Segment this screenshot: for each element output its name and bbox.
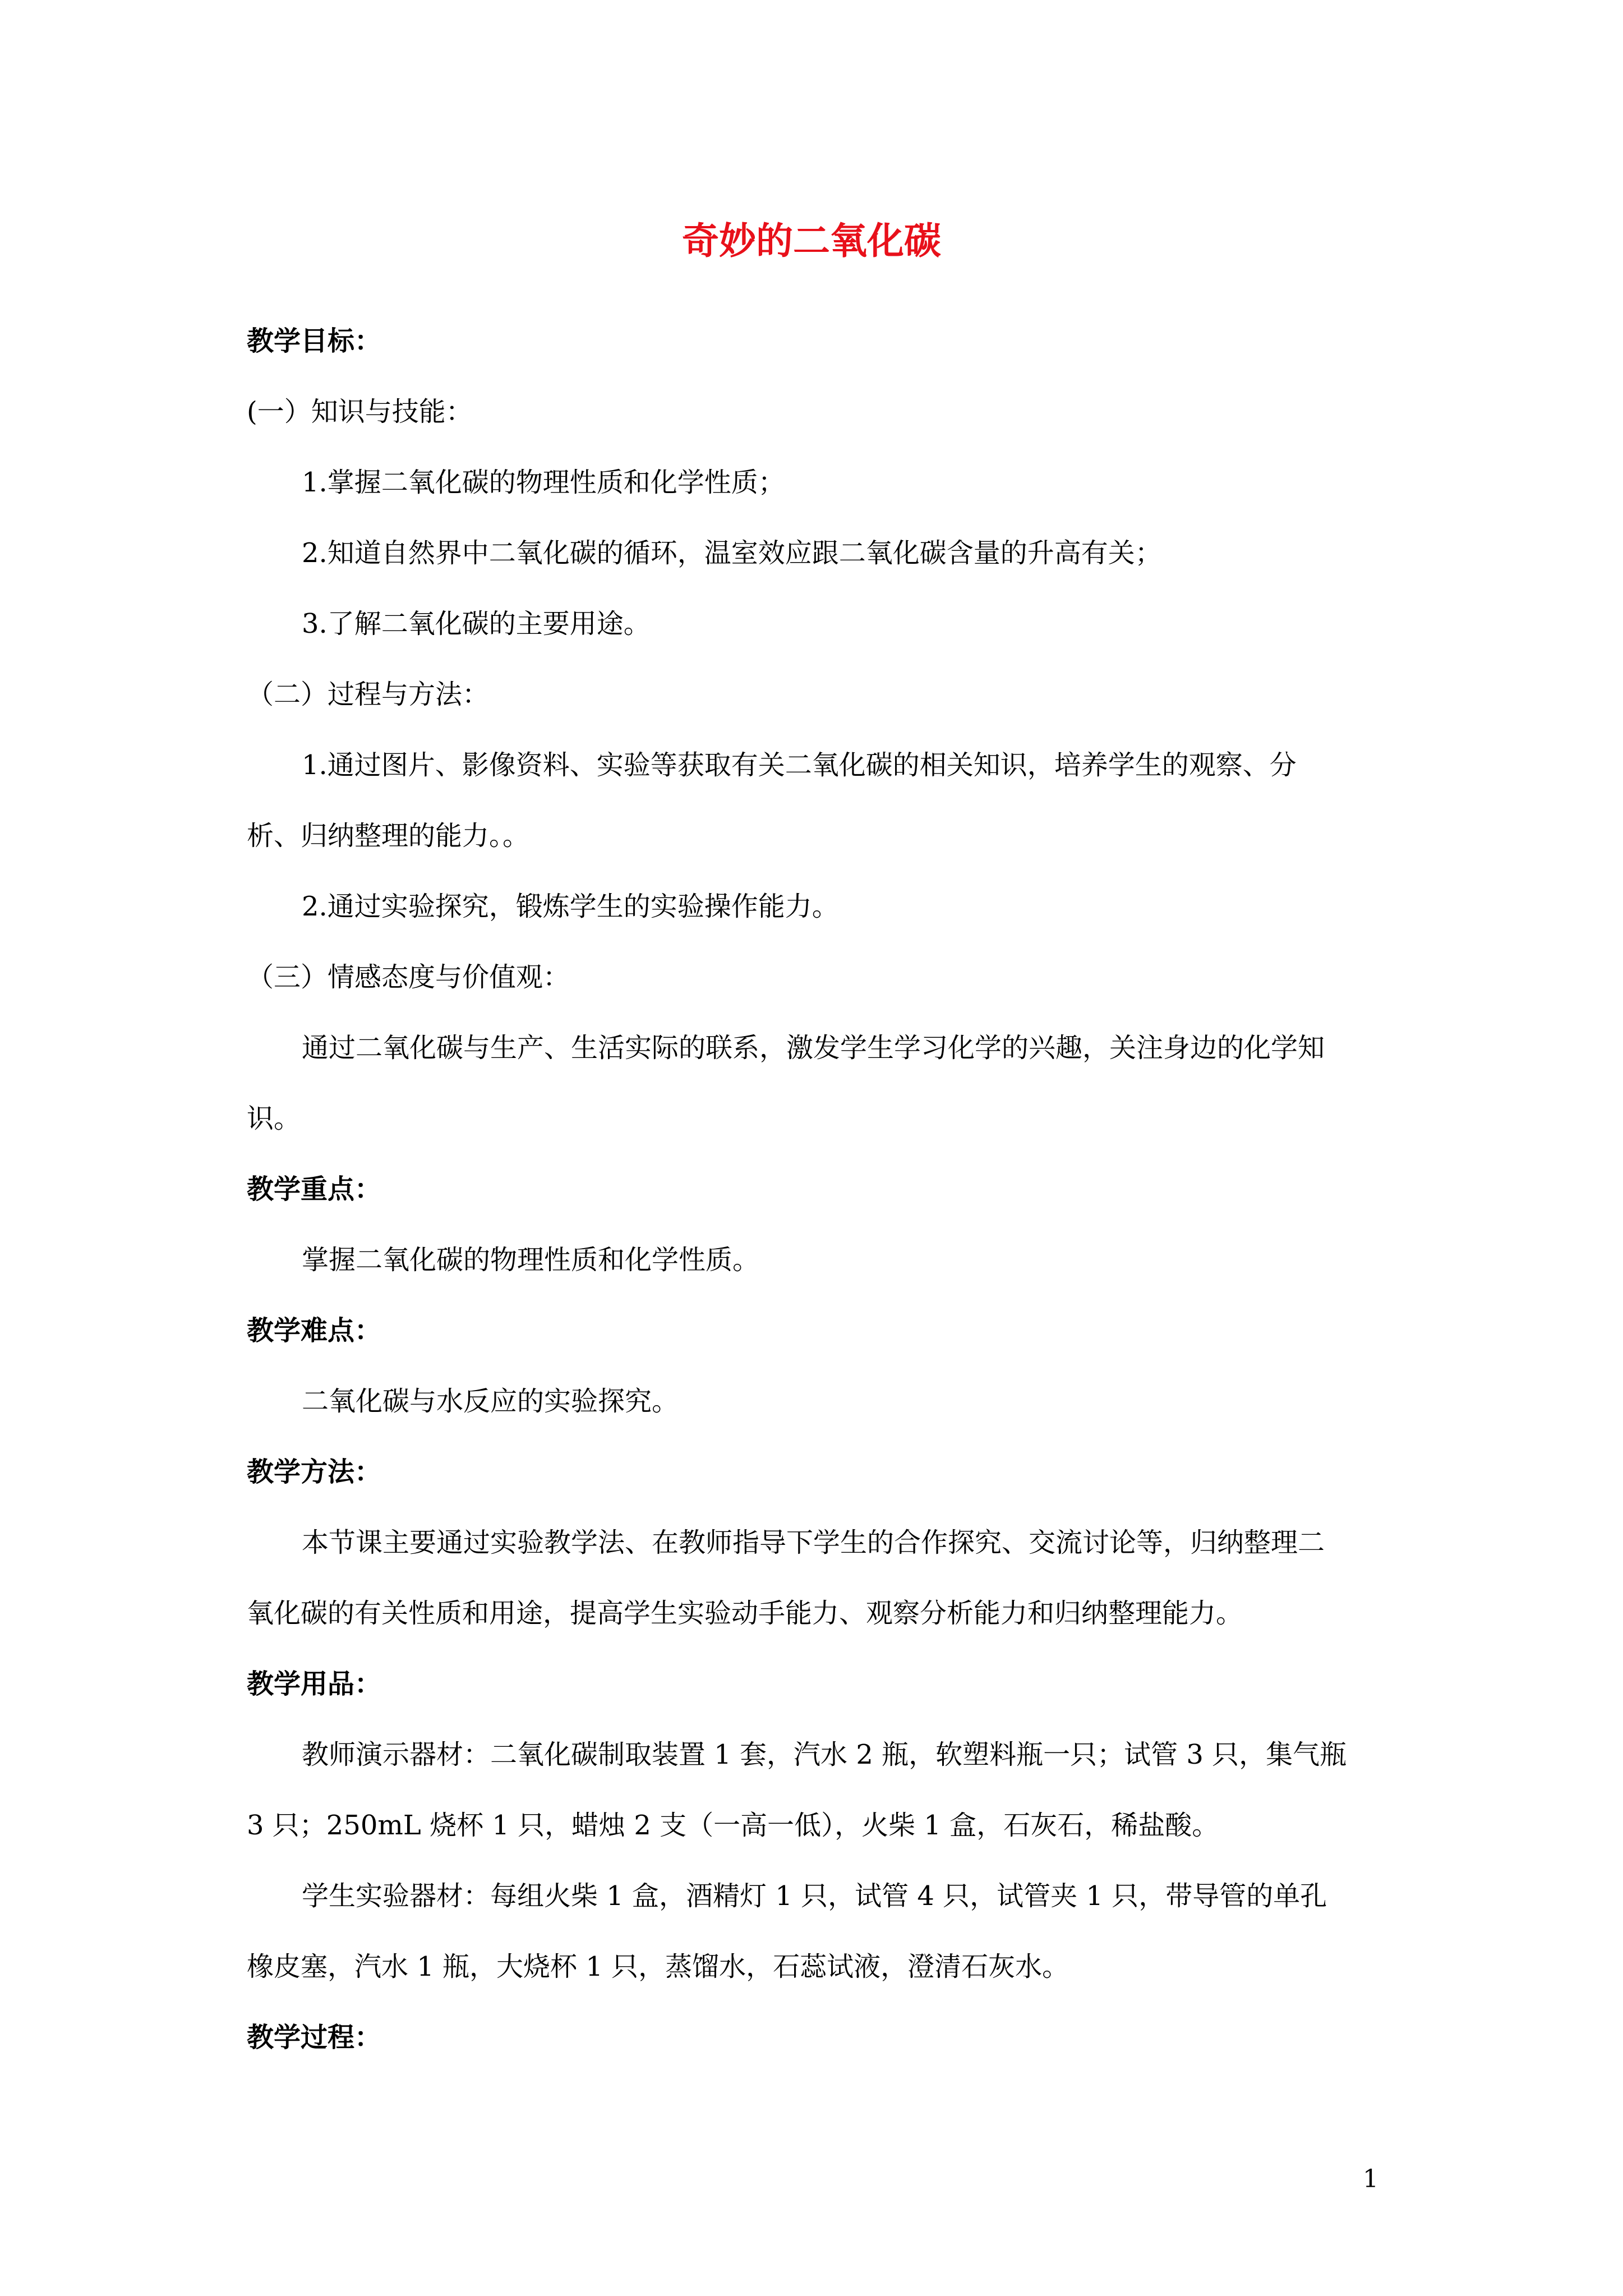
process-method-label: （二）过程与方法： [247,679,490,710]
attitude-text-line: 通过二氧化碳与生产、生活实际的联系，激发学生学习化学的兴趣，关注身边的化学知 [302,1032,1325,1064]
key-point-text: 掌握二氧化碳的物理性质和化学性质。 [302,1244,760,1276]
attitude-values-label: （三）情感态度与价值观： [247,961,570,993]
process-item-line: 析、归纳整理的能力。。 [247,820,530,852]
difficulty-text: 二氧化碳与水反应的实验探究。 [302,1386,679,1417]
student-materials-line: 学生实验器材：每组火柴 1 盒，酒精灯 1 只，试管 4 只，试管夹 1 只，带导管的单孔 [302,1880,1327,1912]
method-heading: 教学方法： [247,1456,382,1488]
teacher-materials-line: 教师演示器材：二氧化碳制取装置 1 套，汽水 2 瓶，软塑料瓶一只；试管 3 只，集气瓶 [302,1739,1347,1770]
attitude-text-line: 识。 [247,1103,301,1134]
document-body [247,306,1402,2073]
objectives-heading: 教学目标： [247,325,382,357]
method-text-line: 本节课主要通过实验教学法、在教师指导下学生的合作探究、交流讨论等，归纳整理二 [302,1527,1325,1558]
page-title: 奇妙的二氧化碳 [682,219,941,263]
student-materials-line: 橡皮塞，汽水 1 瓶，大烧杯 1 只，蒸馏水，石蕊试液，澄清石灰水。 [247,1951,1069,1982]
knowledge-item: 3.了解二氧化碳的主要用途。 [302,608,651,639]
key-point-heading: 教学重点： [247,1174,382,1205]
teacher-materials-line: 3 只；250mL 烧杯 1 只，蜡烛 2 支（一高一低），火柴 1 盒，石灰石，稀盐酸。 [247,1810,1219,1841]
process-item-line: 2.通过实验探究，锻炼学生的实验操作能力。 [302,891,839,922]
page-number: 1 [1363,2165,1378,2193]
method-text-line: 氧化碳的有关性质和用途，提高学生实验动手能力、观察分析能力和归纳整理能力。 [247,1598,1243,1629]
knowledge-skills-label: (一）知识与技能： [247,396,473,427]
materials-heading: 教学用品： [247,1668,382,1700]
knowledge-item: 2.知道自然界中二氧化碳的循环，温室效应跟二氧化碳含量的升高有关； [302,537,1162,569]
knowledge-item: 1.掌握二氧化碳的物理性质和化学性质； [302,467,785,498]
process-item-line: 1.通过图片、影像资料、实验等获取有关二氧化碳的相关知识，培养学生的观察、分 [302,749,1297,781]
difficulty-heading: 教学难点： [247,1315,382,1346]
process-heading: 教学过程： [247,2022,382,2053]
